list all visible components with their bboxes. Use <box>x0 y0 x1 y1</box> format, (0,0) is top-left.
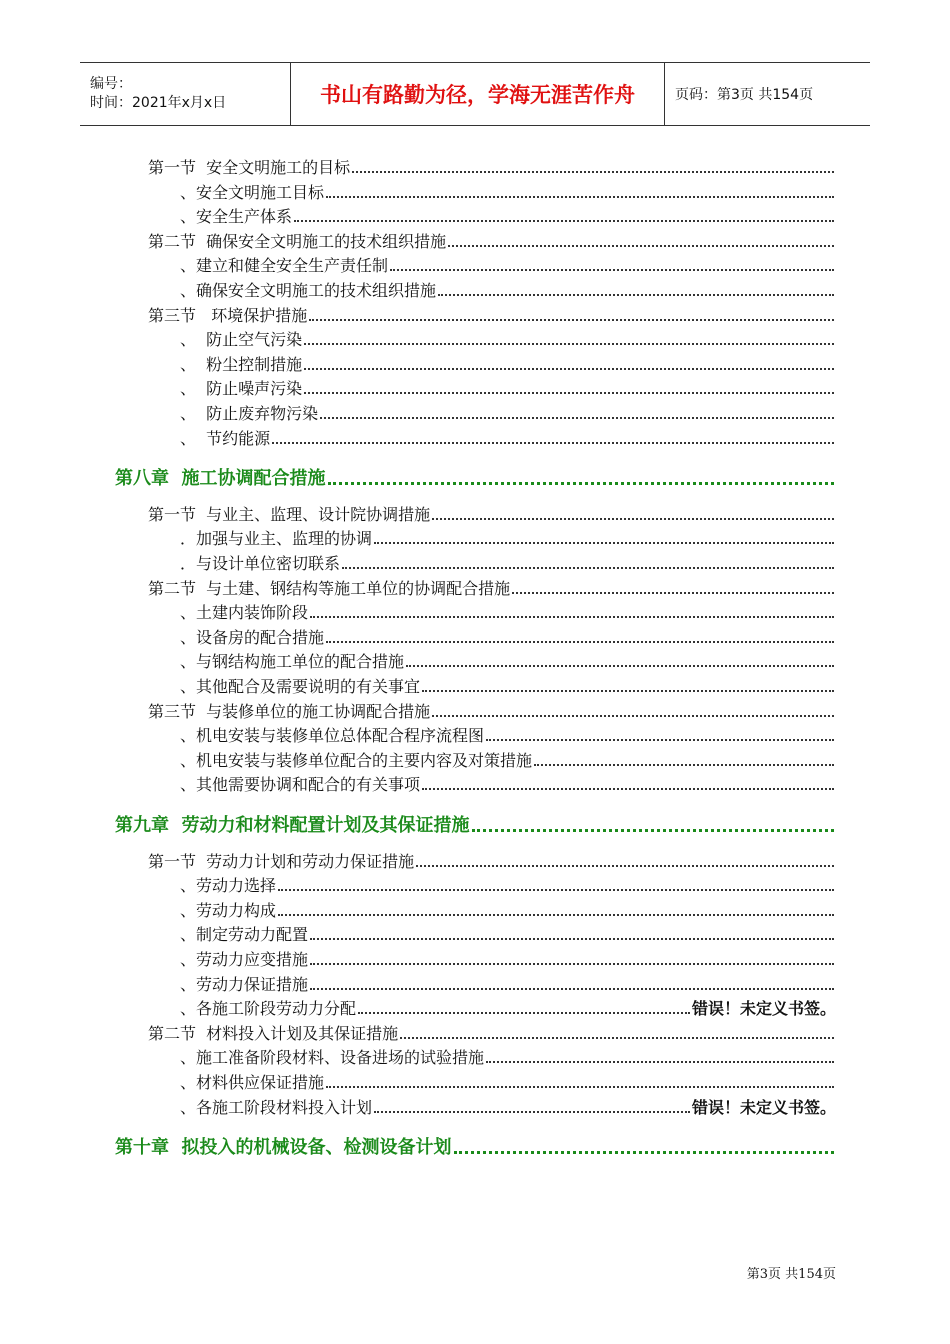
toc-leader-dots <box>534 764 834 766</box>
toc-entry-title: 、 粉尘控制措施 <box>180 354 303 374</box>
toc-subsection[interactable] <box>180 648 836 672</box>
toc-subsection[interactable] <box>180 1069 836 1093</box>
toc-entry-title: 第三节 与装修单位的施工协调配合措施 <box>148 701 431 721</box>
toc-leader-dots <box>512 592 834 594</box>
toc-subsection[interactable] <box>180 400 836 424</box>
toc-chapter[interactable] <box>115 462 836 490</box>
toc-entry-title: 、 防止废弃物污染 <box>180 404 319 423</box>
toc-subsection[interactable] <box>180 995 836 1019</box>
toc-leader-dots <box>406 665 834 667</box>
toc-entry-title: 、劳动力构成 <box>180 900 277 920</box>
toc-leader-dots <box>294 220 834 222</box>
toc-chapter[interactable] <box>115 809 836 837</box>
toc-leader-dots <box>310 938 834 940</box>
toc-section[interactable] <box>148 1020 836 1044</box>
toc-section[interactable] <box>148 575 836 599</box>
toc-entry-title: 、制定劳动力配置 <box>180 925 309 945</box>
toc-subsection[interactable] <box>180 351 836 375</box>
toc-section[interactable] <box>148 848 836 872</box>
toc-entry-title: 、建立和健全安全生产责任制 <box>180 256 389 276</box>
toc-subsection[interactable] <box>180 326 836 350</box>
toc-leader-dots <box>432 518 834 520</box>
toc-entry-title: 第八章 施工协调配合措施 <box>115 468 326 490</box>
toc-subsection[interactable] <box>180 425 836 449</box>
toc-entry-title: ．与设计单位密切联系 <box>180 554 341 573</box>
toc-leader-dots <box>310 988 834 990</box>
toc-subsection[interactable] <box>180 1044 836 1068</box>
toc-leader-dots <box>454 1151 834 1154</box>
page-footer: 第3页 共154页 <box>746 1267 836 1282</box>
toc-leader-dots <box>310 616 834 618</box>
toc-section[interactable] <box>148 501 836 525</box>
toc-subsection[interactable] <box>180 252 836 276</box>
toc-leader-dots <box>309 319 834 321</box>
toc-entry-title: 、设备房的配合措施 <box>180 627 325 647</box>
document-number-label: 编号： <box>90 76 132 92</box>
toc-leader-dots <box>486 1061 834 1063</box>
header-page-cell <box>665 63 870 125</box>
header-motto-cell <box>291 63 665 125</box>
toc-entry-title: 、施工准备阶段材料、设备进场的试验措施 <box>180 1048 485 1068</box>
toc-leader-dots <box>390 269 834 271</box>
toc-section[interactable] <box>148 698 836 722</box>
toc-subsection[interactable] <box>180 375 836 399</box>
toc-subsection[interactable] <box>180 624 836 648</box>
header-meta <box>80 63 291 125</box>
toc-entry-title: 、机电安装与装修单位总体配合程序流程图 <box>180 726 485 746</box>
toc-chapter[interactable] <box>115 1131 836 1159</box>
toc-leader-dots <box>486 739 834 741</box>
toc-entry-title: 、材料供应保证措施 <box>180 1073 325 1092</box>
header-motto: 书山有路勤为径，学海无涯苦作舟 <box>320 83 635 107</box>
toc-leader-dots <box>326 196 834 198</box>
toc-leader-dots <box>310 963 834 965</box>
toc-leader-dots <box>278 914 834 916</box>
document-date-label: 时间：2021年x月x日 <box>90 95 227 111</box>
toc-entry-title: 、 防止空气污染 <box>180 330 303 350</box>
toc-page-ref-error: 错误！未定义书签。 <box>691 1097 836 1117</box>
toc-leader-dots <box>400 1037 834 1039</box>
toc-entry-title: 第二节 与土建、钢结构等施工单位的协调配合措施 <box>148 578 511 598</box>
toc-subsection[interactable] <box>180 946 836 970</box>
toc-entry-title: 、 节约能源 <box>180 428 271 448</box>
toc-subsection[interactable] <box>180 179 836 203</box>
toc-subsection[interactable] <box>180 550 836 574</box>
toc-subsection[interactable] <box>180 971 836 995</box>
toc-entry-title: 、 防止噪声污染 <box>180 379 303 399</box>
toc-leader-dots <box>432 715 834 717</box>
toc-leader-dots <box>304 343 834 345</box>
page-header <box>80 62 870 126</box>
toc-entry-title: 、土建内装饰阶段 <box>180 603 309 623</box>
header-page-number: 页码：第3页 共154页 <box>675 87 814 103</box>
toc-subsection[interactable] <box>180 599 836 623</box>
toc-leader-dots <box>342 567 834 569</box>
toc-entry-title: ．加强与业主、监理的协调 <box>180 529 373 549</box>
toc-subsection[interactable] <box>180 277 836 301</box>
toc-leader-dots <box>374 542 834 544</box>
toc-entry-title: 第二节 确保安全文明施工的技术组织措施 <box>148 231 447 251</box>
toc-leader-dots <box>416 865 834 867</box>
toc-section[interactable] <box>148 154 836 178</box>
toc-entry-title: 、其他配合及需要说明的有关事宜 <box>180 677 421 696</box>
toc-subsection[interactable] <box>180 673 836 697</box>
toc-leader-dots <box>448 245 834 247</box>
toc-page-ref-error: 错误！未定义书签。 <box>691 999 836 1019</box>
toc-leader-dots <box>352 171 834 173</box>
toc-subsection[interactable] <box>180 747 836 771</box>
toc-entry-title: 、各施工阶段劳动力分配 <box>180 999 357 1019</box>
toc-section[interactable] <box>148 228 836 252</box>
toc-entry-title: 第十章 拟投入的机械设备、检测设备计划 <box>115 1137 452 1159</box>
toc-entry-title: 、其他需要协调和配合的有关事项 <box>180 775 421 795</box>
toc-leader-dots <box>422 690 834 692</box>
toc-entry-title: 、安全生产体系 <box>180 207 293 227</box>
toc-leader-dots <box>304 392 834 394</box>
toc-entry-title: 、各施工阶段材料投入计划 <box>180 1097 373 1117</box>
toc-leader-dots <box>278 889 834 891</box>
toc-subsection[interactable] <box>180 872 836 896</box>
toc-leader-dots <box>374 1111 690 1113</box>
toc-entry-title: 、劳动力选择 <box>180 876 277 896</box>
toc-entry-title: 、劳动力应变措施 <box>180 950 309 969</box>
toc-subsection[interactable] <box>180 722 836 746</box>
toc-entry-title: 第九章 劳动力和材料配置计划及其保证措施 <box>115 815 470 836</box>
toc-subsection[interactable] <box>180 525 836 549</box>
toc-leader-dots <box>358 1012 690 1014</box>
toc-entry-title: 第一节 与业主、监理、设计院协调措施 <box>148 504 431 524</box>
toc-subsection[interactable] <box>180 1094 836 1118</box>
toc-leader-dots <box>326 641 834 643</box>
toc-subsection[interactable] <box>180 897 836 921</box>
toc-entry-title: 第一节 安全文明施工的目标 <box>148 158 351 177</box>
toc-entry-title: 第二节 材料投入计划及其保证措施 <box>148 1023 399 1043</box>
toc-entry-title: 、机电安装与装修单位配合的主要内容及对策措施 <box>180 750 533 770</box>
toc-entry-title: 第三节 环境保护措施 <box>148 305 308 325</box>
toc-entry-title: 、与钢结构施工单位的配合措施 <box>180 652 405 672</box>
toc-leader-dots <box>438 294 834 296</box>
toc-entry-title: 、劳动力保证措施 <box>180 974 309 994</box>
toc-subsection[interactable] <box>180 771 836 795</box>
toc-leader-dots <box>328 482 834 485</box>
toc-leader-dots <box>422 788 834 790</box>
toc-leader-dots <box>272 442 834 444</box>
toc-subsection[interactable] <box>180 203 836 227</box>
toc-subsection[interactable] <box>180 921 836 945</box>
toc-leader-dots <box>320 417 834 419</box>
toc-entry-title: 第一节 劳动力计划和劳动力保证措施 <box>148 851 415 871</box>
toc-entry-title: 、安全文明施工目标 <box>180 182 325 202</box>
toc-section[interactable] <box>148 302 836 326</box>
toc-entry-title: 、确保安全文明施工的技术组织措施 <box>180 281 437 300</box>
toc-leader-dots <box>326 1086 834 1088</box>
toc-leader-dots <box>304 368 834 370</box>
toc-leader-dots <box>472 829 834 832</box>
